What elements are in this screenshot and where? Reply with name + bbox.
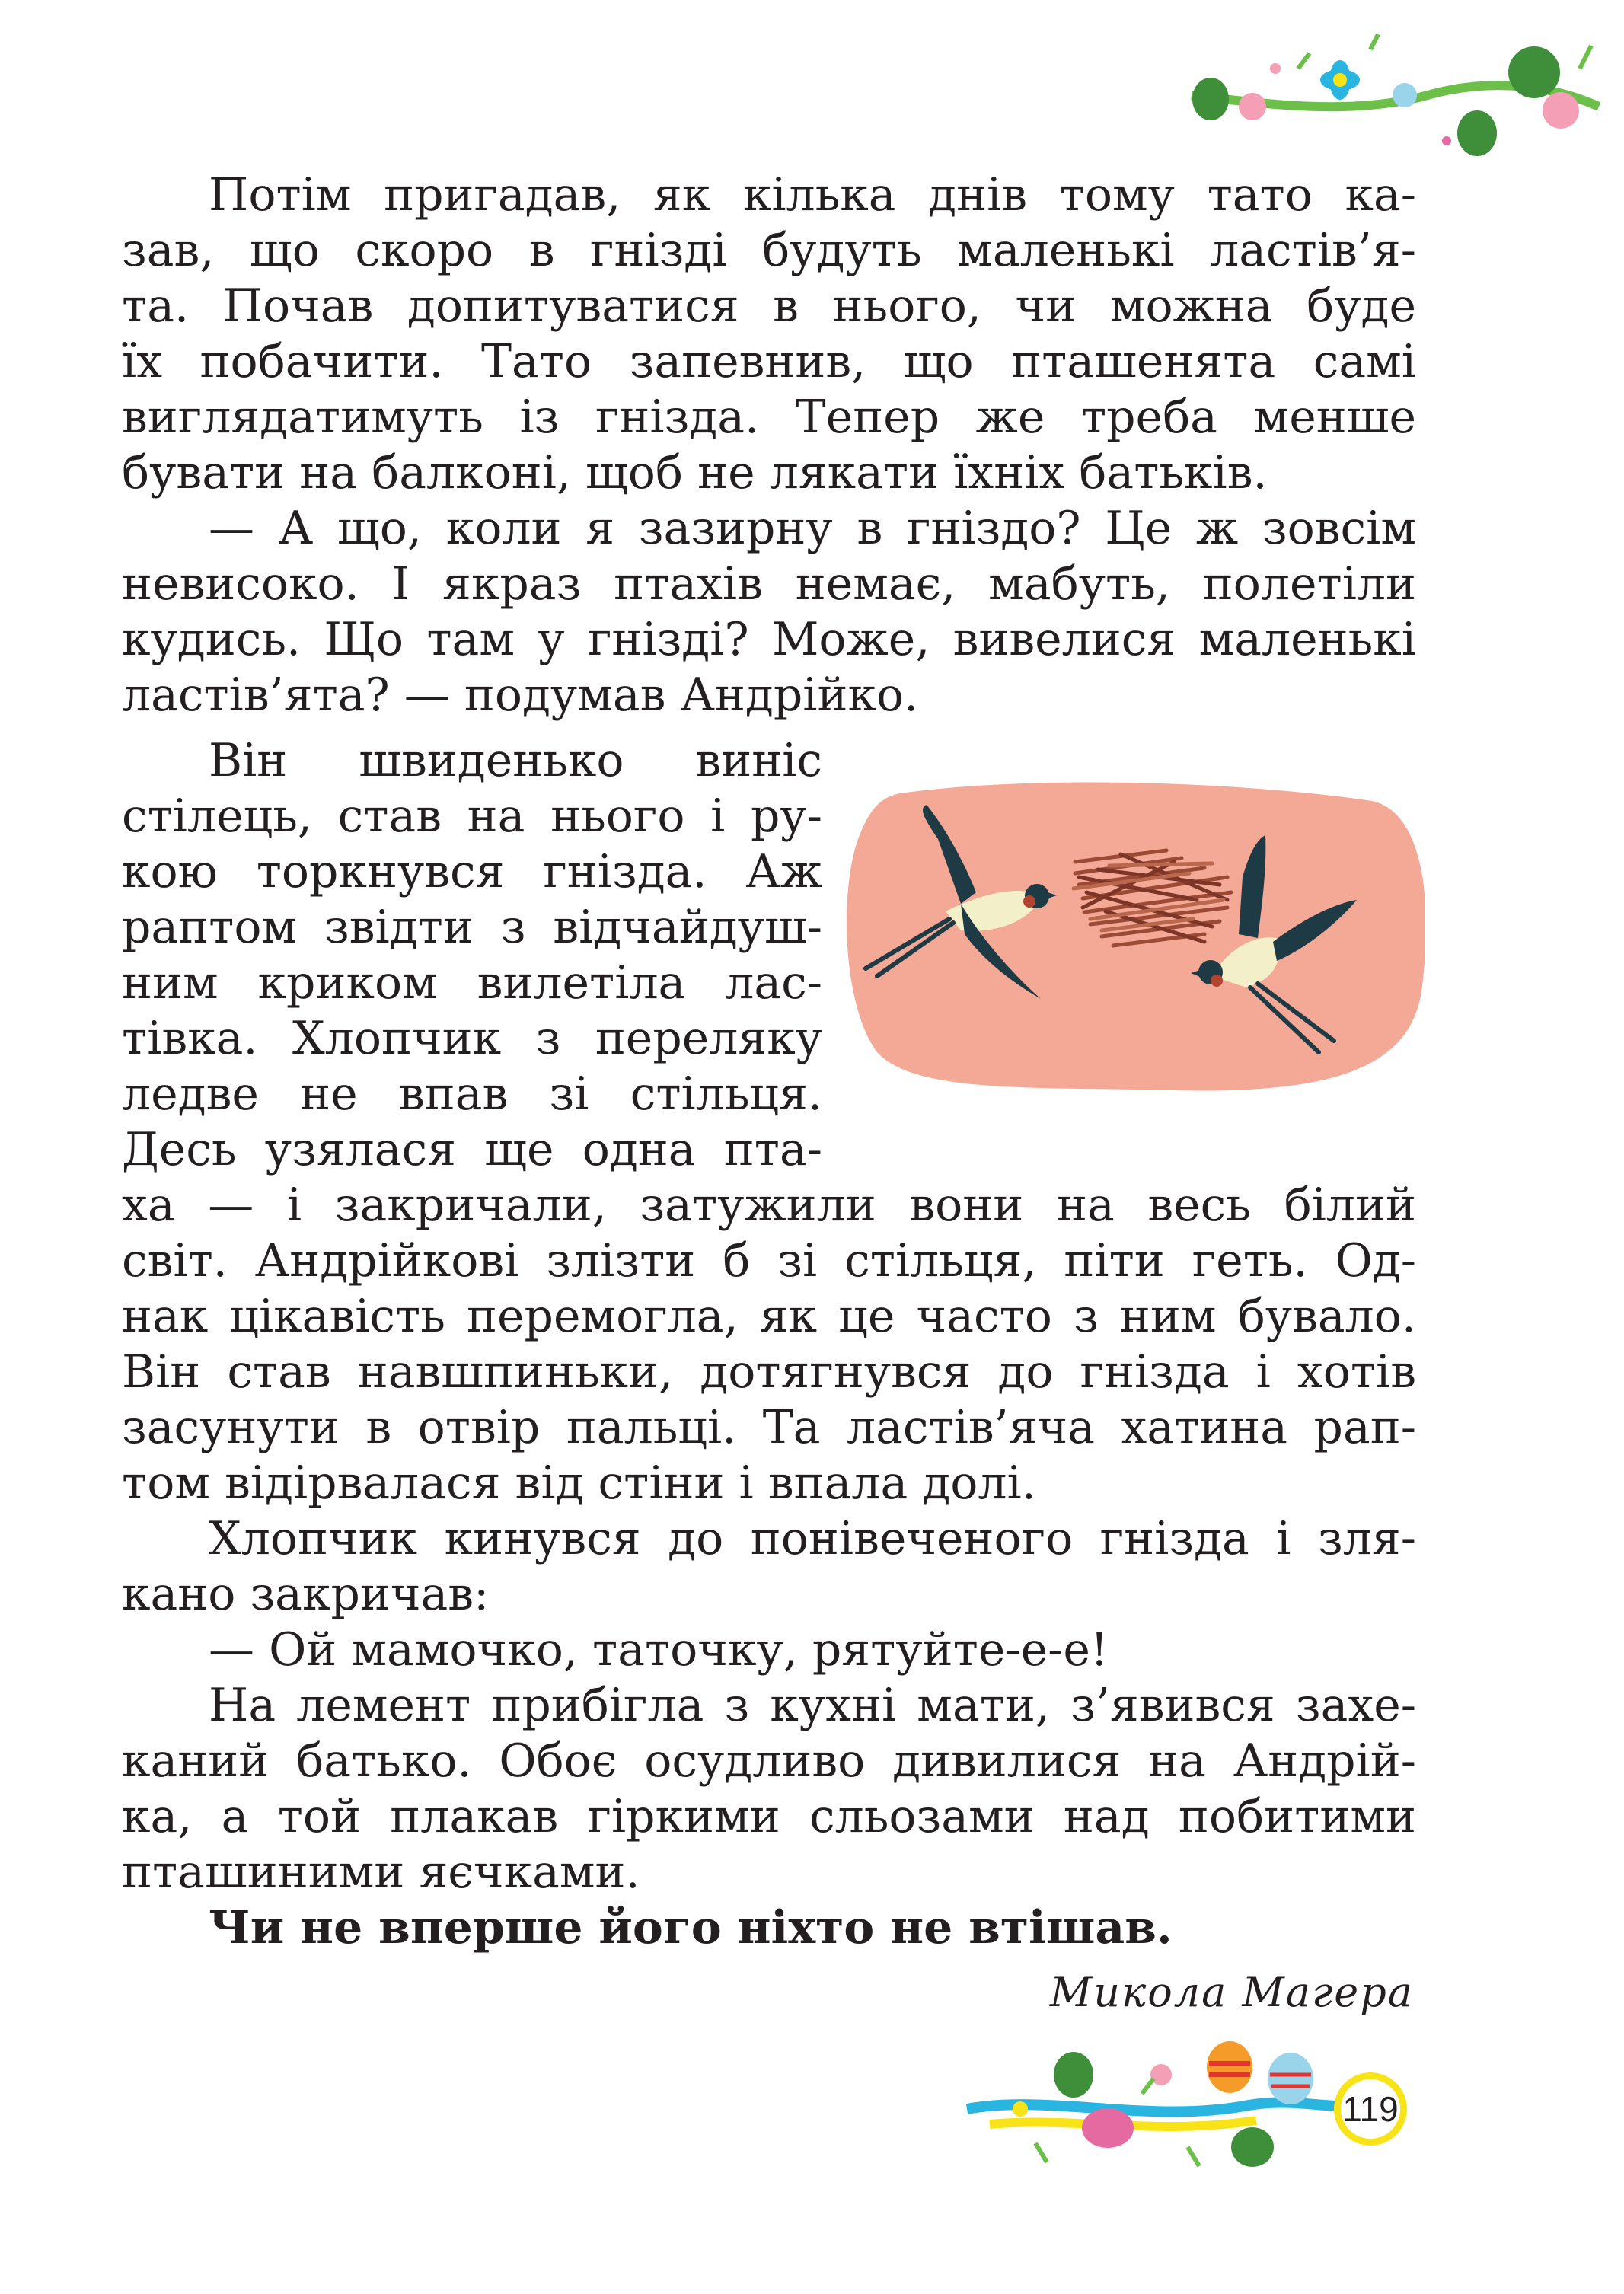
text-line: каний батько. Обоє осудливо дивилися на Андрій- <box>122 1734 1416 1788</box>
floral-top-decoration <box>1176 23 1603 175</box>
text-line: — А що, коли я зазирну в гніздо? Це ж зовсім <box>209 502 1416 555</box>
text-line: ха — і закричали, затужили вони на весь білий <box>122 1179 1416 1232</box>
text-line: раптом звідти з відчайдуш- <box>122 901 822 954</box>
text-line: кудись. Що там у гнізді? Може, вивелися маленькі <box>122 613 1416 666</box>
text-line: виглядатимуть із гнізда. Тепер же треба менше <box>122 391 1416 444</box>
text-line: та. Почав допитуватися в нього, чи можна буде <box>122 279 1416 333</box>
flower-icon <box>1543 92 1579 129</box>
text-line: ка, а той плакав гіркими сльозами над побитими <box>122 1790 1416 1843</box>
leaf-icon <box>1457 110 1497 156</box>
text-line: На лемент прибігла з кухні мати, з’явився захе- <box>209 1679 1416 1732</box>
text-line: кою торкнувся гнізда. Аж <box>122 845 822 898</box>
closing-line: Чи не вперше його ніхто не втішав. <box>209 1901 1173 1954</box>
text-line: стілець, став на нього і ру- <box>122 790 822 843</box>
text-line: Десь узялася ще одна пта- <box>122 1123 822 1176</box>
flower-icon <box>1320 60 1360 100</box>
text-line: світ. Андрійкові злізти б зі стільця, піти геть. Од- <box>122 1234 1416 1287</box>
text-line: ним криком вилетіла лас- <box>122 956 822 1010</box>
page-number: 119 <box>1334 2072 1407 2146</box>
text-block-wrapped <box>122 733 822 1178</box>
leaf-icon <box>1508 46 1560 98</box>
text-line: том відірвалася від стіни і впала долі. <box>122 1456 1036 1510</box>
text-line: тівка. Хлопчик з переляку <box>122 1012 822 1065</box>
text-line: ластів’ята? — подумав Андрійко. <box>122 668 919 722</box>
text-line: пташиними яєчками. <box>122 1846 640 1899</box>
text-line: бувати на балконі, щоб не лякати їхніх батьків. <box>122 446 1268 499</box>
text-line: кано закричав: <box>122 1568 490 1621</box>
easter-egg-icon <box>1207 2041 1252 2093</box>
text-line: ледве не впав зі стільця. <box>122 1067 822 1121</box>
text-line: Він швиденько виніс <box>209 734 822 787</box>
easter-egg-icon <box>1082 2108 1134 2148</box>
text-line: Хлопчик кинувся до понівеченого гнізда і зля- <box>209 1512 1416 1565</box>
swallows-nest-illustration <box>847 778 1425 1098</box>
flower-icon <box>1239 93 1266 120</box>
text-line: нак цікавість перемогла, як це часто з ним бувало. <box>122 1290 1416 1343</box>
text-block-top <box>122 168 1416 723</box>
leaf-icon <box>1054 2052 1093 2098</box>
text-line: їх побачити. Тато запевнив, що пташенята самі <box>122 335 1416 388</box>
text-line: Потім пригадав, як кілька днів тому тато ка- <box>209 168 1416 222</box>
leaf-icon <box>1192 78 1229 120</box>
text-line: — Ой мамочко, таточку, рятуйте-е-е! <box>209 1623 1109 1677</box>
text-line: засунути в отвір пальці. Та ластів’яча хатина рап- <box>122 1401 1416 1454</box>
flower-icon <box>1393 83 1417 107</box>
text-block-bottom <box>122 1178 1416 1956</box>
author-signature: Микола Магера <box>1049 1968 1414 2016</box>
leaf-icon <box>1231 2127 1274 2167</box>
text-line: Він став навшпиньки, дотягнувся до гнізда і хотів <box>122 1345 1416 1399</box>
easter-egg-icon <box>1268 2053 1313 2104</box>
flower-icon <box>1150 2064 1172 2085</box>
text-line: зав, що скоро в гнізді будуть маленькі ластів’я- <box>122 224 1416 277</box>
text-line: невисоко. І якраз птахів немає, мабуть, полетіли <box>122 557 1416 611</box>
